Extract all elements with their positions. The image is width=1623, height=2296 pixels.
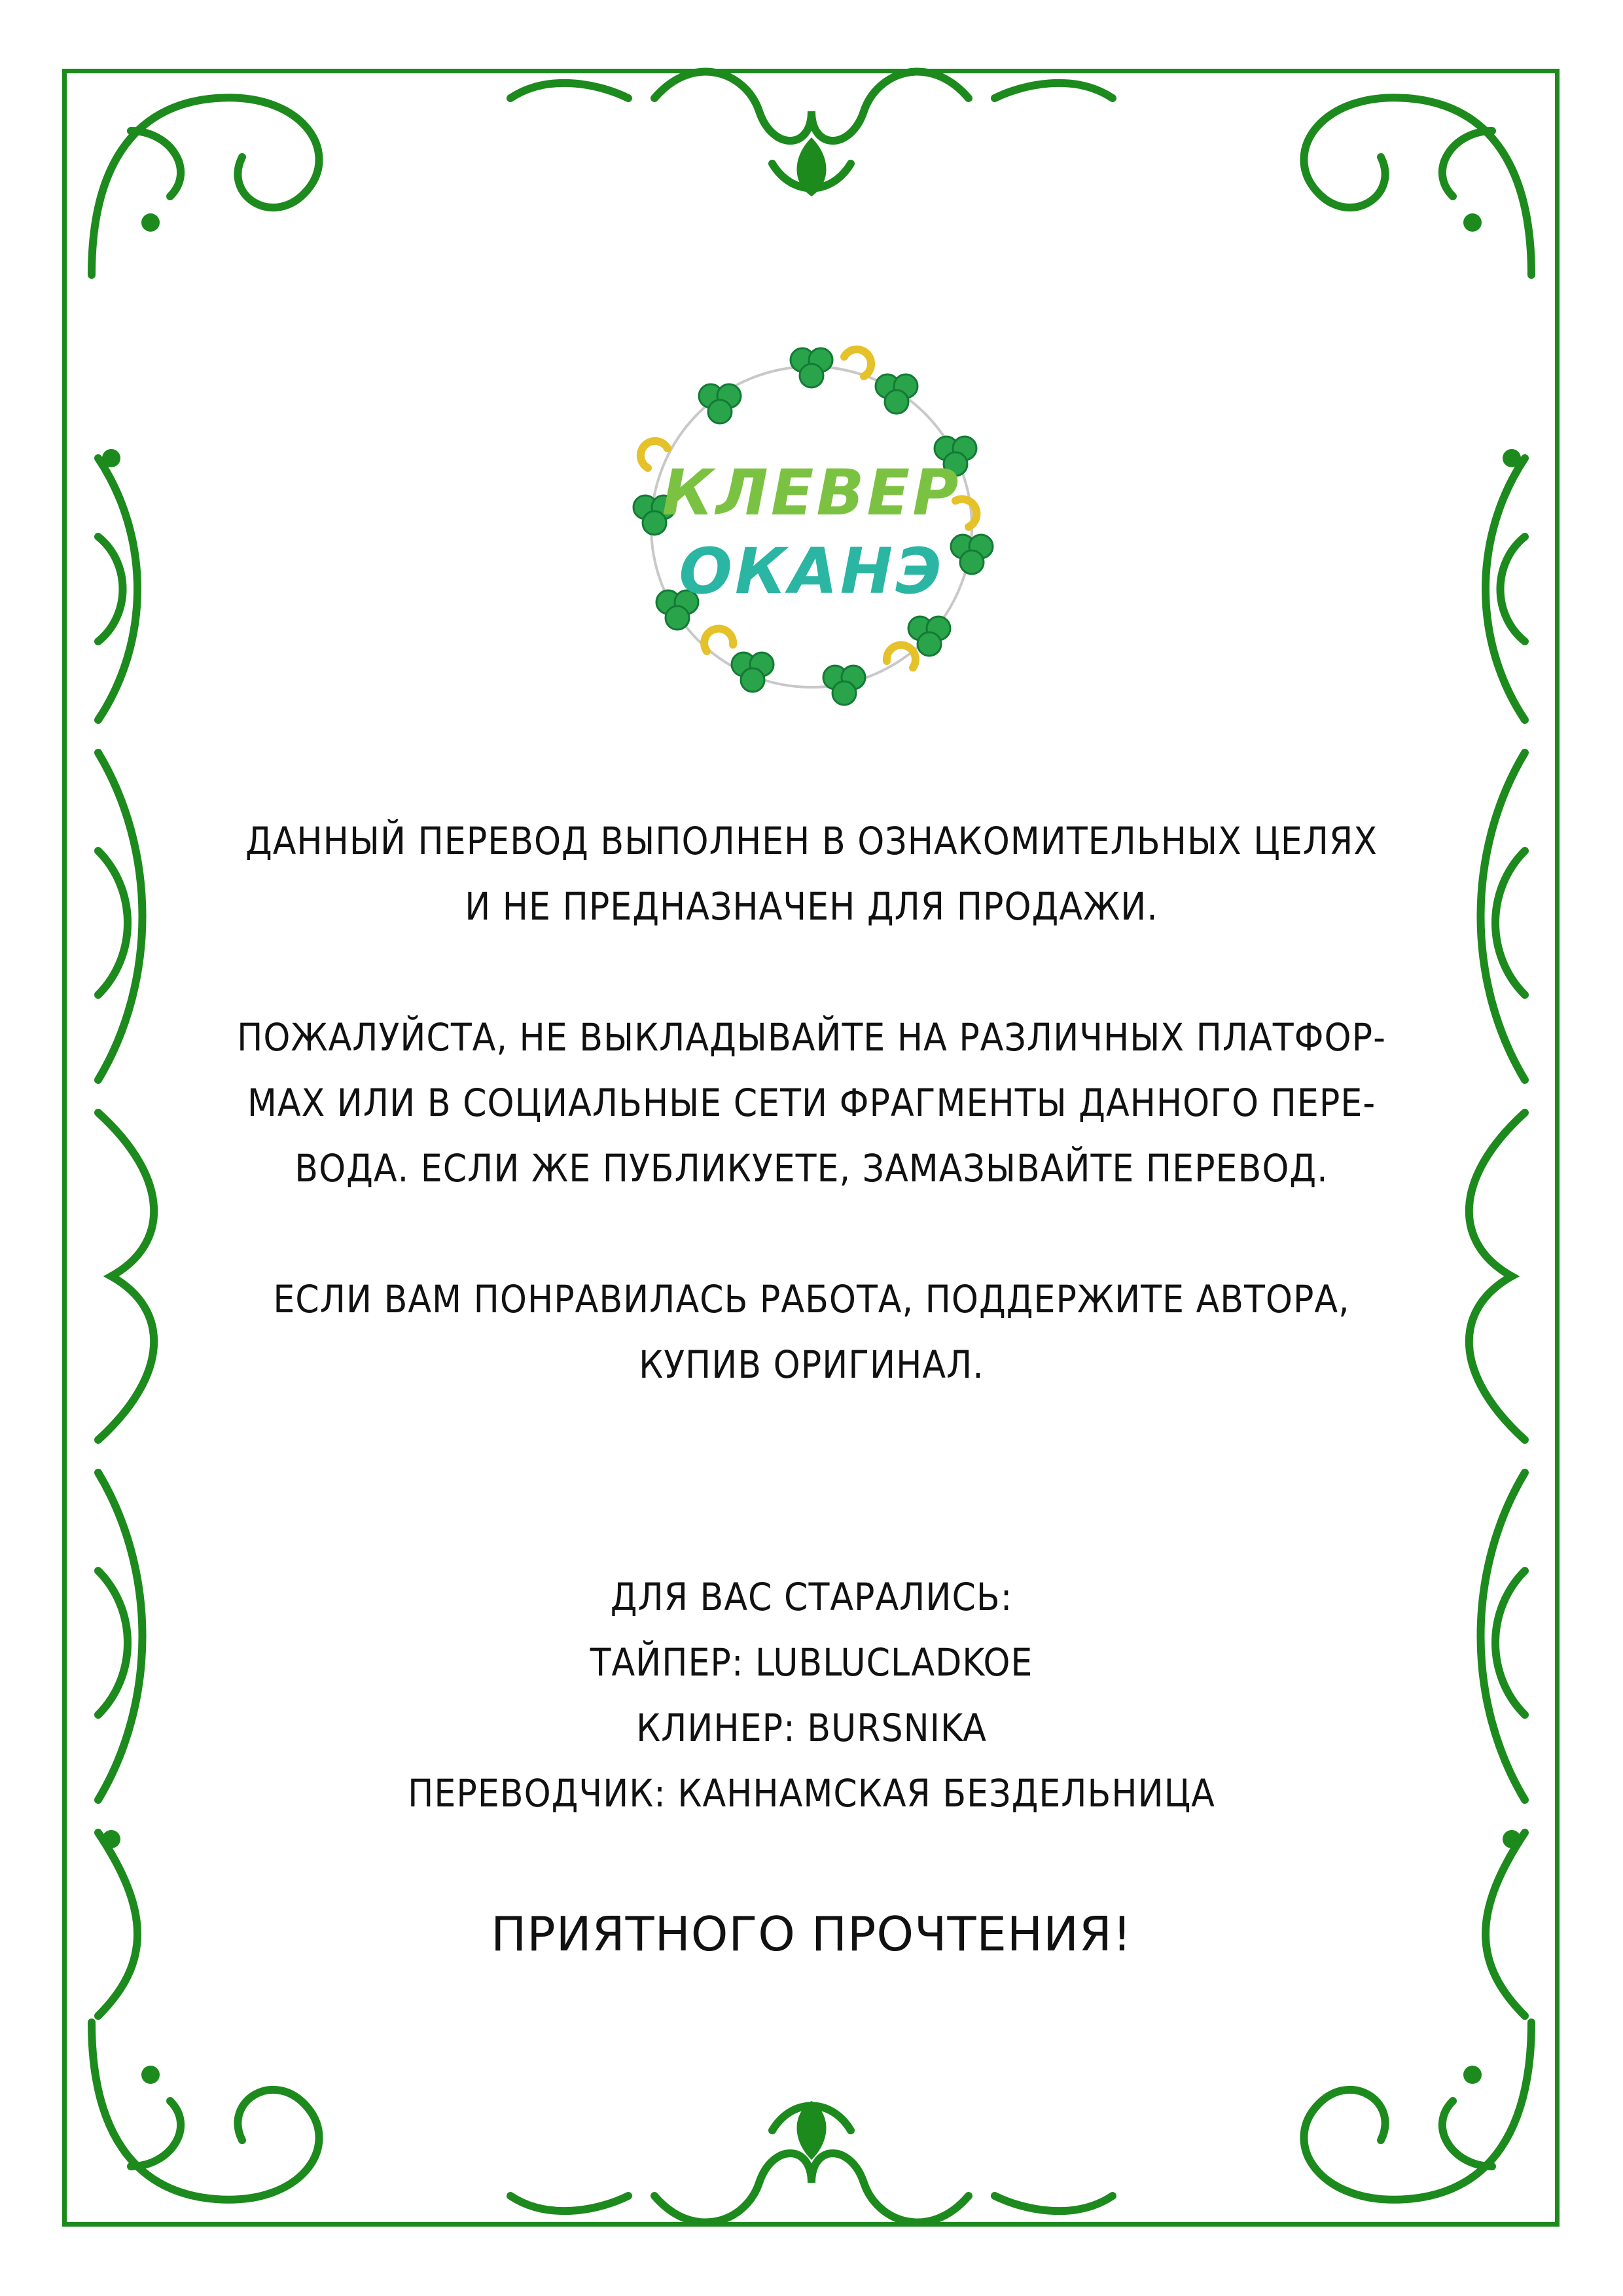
- notice-paragraph-1: [196, 808, 1427, 939]
- logo-line-1: КЛЕВЕР: [662, 456, 961, 529]
- credit-typer: ТАЙПЕР: LUBLUCLADKOE: [590, 1640, 1033, 1685]
- horseshoe-icon: [704, 629, 733, 651]
- top-left-corner-swirl: [92, 98, 319, 275]
- clover-icon: [791, 348, 832, 387]
- clover-icon: [732, 653, 774, 692]
- logo: [589, 304, 1034, 749]
- bottom-center-scroll: [654, 2153, 969, 2222]
- top-right-corner-swirl: [1304, 98, 1531, 275]
- notice-line: ВОДА. ЕСЛИ ЖЕ ПУБЛИКУЕТЕ, ЗАМАЗЫВАЙТЕ ПЕРЕВОД.: [294, 1146, 1329, 1191]
- clover-icon: [699, 384, 741, 423]
- notice-line: ПОЖАЛУЙСТА, НЕ ВЫКЛАДЫВАЙТЕ НА РАЗЛИЧНЫХ ПЛАТФОР-: [237, 1015, 1386, 1060]
- notice-line: МАХ ИЛИ В СОЦИАЛЬНЫЕ СЕТИ ФРАГМЕНТЫ ДАННОГО ПЕРЕ-: [247, 1081, 1376, 1125]
- bottom-right-corner-swirl: [1304, 2022, 1531, 2200]
- left-side-vine: [98, 458, 154, 2016]
- credit-cleaner: КЛИНЕР: BURSNIKA: [636, 1706, 987, 1750]
- notice-paragraph-3: [196, 1266, 1427, 1397]
- notice-paragraph-2: [196, 1005, 1427, 1201]
- horseshoe-icon: [887, 645, 916, 668]
- notice-line: ДАННЫЙ ПЕРЕВОД ВЫПОЛНЕН В ОЗНАКОМИТЕЛЬНЫХ ЦЕЛЯХ: [245, 819, 1378, 863]
- bottom-left-corner-swirl: [92, 2022, 319, 2200]
- farewell-text: ПРИЯТНОГО ПРОЧТЕНИЯ!: [491, 1907, 1132, 1962]
- top-center-scroll: [654, 72, 969, 141]
- notice-line: КУПИВ ОРИГИНАЛ.: [639, 1342, 984, 1387]
- credit-translator: ПЕРЕВОДЧИК: КАННАМСКАЯ БЕЗДЕЛЬНИЦА: [408, 1771, 1215, 1816]
- notice-line: ЕСЛИ ВАМ ПОНРАВИЛАСЬ РАБОТА, ПОДДЕРЖИТЕ АВТОРА,: [273, 1277, 1350, 1321]
- clover-icon: [876, 374, 918, 414]
- credits-heading: ДЛЯ ВАС СТАРАЛИСЬ:: [610, 1575, 1013, 1619]
- logo-line-2: ОКАНЭ: [679, 535, 944, 608]
- clover-icon: [823, 666, 865, 705]
- right-side-vine: [1469, 458, 1525, 2016]
- credits: [196, 1564, 1427, 1826]
- notice-line: И НЕ ПРЕДНАЗНАЧЕН ДЛЯ ПРОДАЖИ.: [465, 884, 1158, 929]
